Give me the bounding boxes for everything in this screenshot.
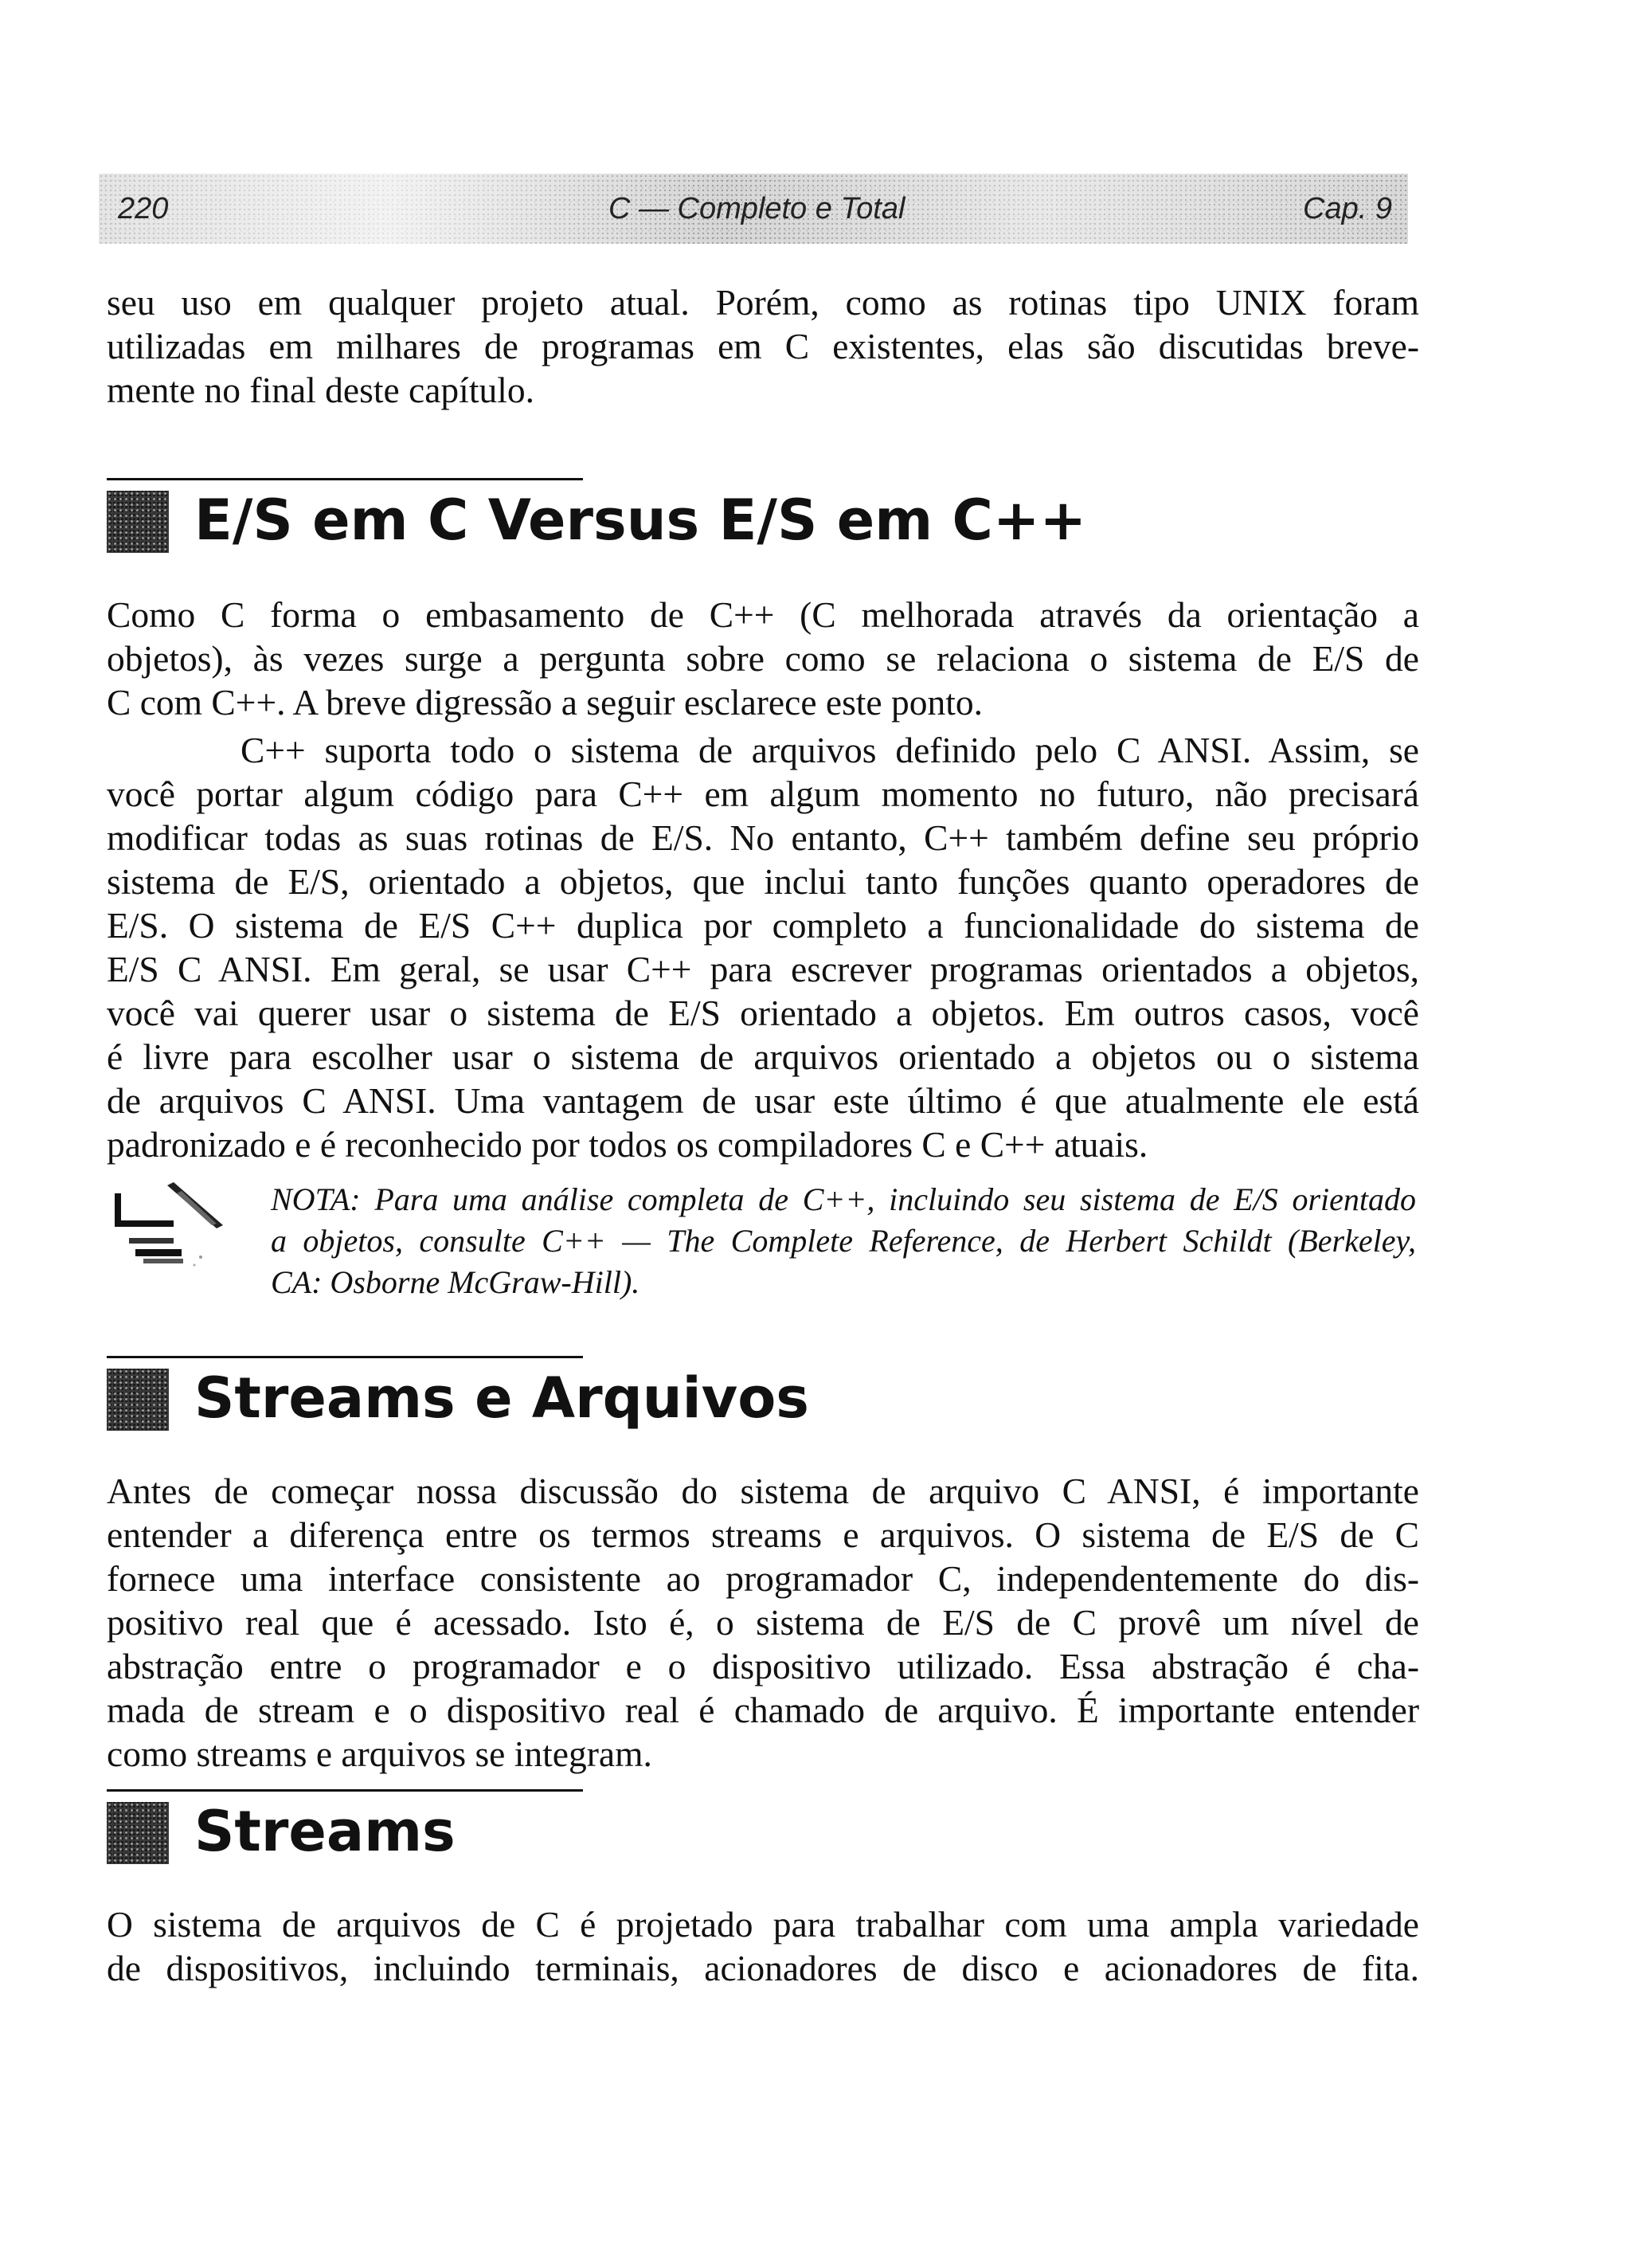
text-line: Como C forma o embasamento de C++ (C melhorada através da orientação a — [107, 594, 1419, 635]
section-rule — [107, 1356, 583, 1358]
section-heading-text: Streams — [194, 1799, 456, 1864]
text-line: C com C++. A breve digressão a seguir esclarece este ponto. — [107, 682, 984, 723]
section-rule — [107, 478, 583, 480]
pointing-arrow-icon — [111, 1171, 229, 1275]
text-line: modificar todas as suas rotinas de E/S. No entanto, C++ também define seu próprio — [107, 817, 1419, 858]
section-heading-streams-e-arquivos — [194, 1362, 809, 1434]
page-number: 220 — [118, 192, 169, 225]
section1-paragraph-2 — [107, 728, 1419, 1166]
note-line: a objetos, consulte C++ — The Complete Reference, de Herbert Schildt (Berkeley, — [271, 1223, 1416, 1259]
section2-paragraph — [107, 1469, 1419, 1776]
book-title: C — Completo e Total — [608, 192, 905, 225]
shaded-square-icon — [107, 1802, 169, 1864]
section3-paragraph — [107, 1902, 1419, 1990]
text-line: fornece uma interface consistente ao programador C, independentemente do dis- — [107, 1558, 1419, 1599]
text-line: objetos), às vezes surge a pergunta sobre como se relaciona o sistema de E/S de — [107, 638, 1419, 679]
text-line: Antes de começar nossa discussão do sistema de arquivo C ANSI, é importante — [107, 1471, 1419, 1511]
text-line: E/S C ANSI. Em geral, se usar C++ para escrever programas orientados a objetos, — [107, 949, 1419, 989]
text-line: C++ suporta todo o sistema de arquivos definido pelo C ANSI. Assim, se — [241, 730, 1419, 770]
text-line: você portar algum código para C++ em algum momento no futuro, não precisará — [107, 774, 1419, 814]
text-line: seu uso em qualquer projeto atual. Porém, como as rotinas tipo UNIX foram — [107, 282, 1419, 323]
text-line: de dispositivos, incluindo terminais, acionadores de disco e acionadores de fita. — [107, 1948, 1419, 1988]
text-line: positivo real que é acessado. Isto é, o sistema de E/S de C provê um nível de — [107, 1602, 1419, 1643]
text-line: como streams e arquivos se integram. — [107, 1733, 652, 1774]
section-heading-streams — [194, 1796, 456, 1867]
text-line: você vai querer usar o sistema de E/S orientado a objetos. Em outros casos, você — [107, 993, 1419, 1033]
text-line: mente no final deste capítulo. — [107, 370, 534, 410]
text-line: é livre para escolher usar o sistema de arquivos orientado a objetos ou o sistema — [107, 1036, 1419, 1077]
text-line: de arquivos C ANSI. Uma vantagem de usar este último é que atualmente ele está — [107, 1080, 1419, 1121]
note-block — [271, 1179, 1416, 1303]
shaded-square-icon — [107, 1369, 169, 1431]
text-line: mada de stream e o dispositivo real é chamado de arquivo. É importante entender — [107, 1690, 1419, 1730]
intro-paragraph — [107, 280, 1419, 412]
text-line: abstração entre o programador e o dispositivo utilizado. Essa abstração é cha- — [107, 1646, 1419, 1686]
shaded-square-icon — [107, 491, 169, 553]
text-line: O sistema de arquivos de C é projetado para trabalhar com uma ampla variedade — [107, 1904, 1419, 1945]
text-line: sistema de E/S, orientado a objetos, que inclui tanto funções quanto operadores de — [107, 861, 1419, 902]
section-heading-es-c-versus-cpp — [194, 484, 1086, 556]
text-line: padronizado e é reconhecido por todos os compiladores C e C++ atuais. — [107, 1124, 1148, 1165]
text-line: E/S. O sistema de E/S C++ duplica por completo a funcionalidade do sistema de — [107, 905, 1419, 946]
text-line: utilizadas em milhares de programas em C existentes, elas são discutidas breve- — [107, 326, 1419, 366]
text-line: entender a diferença entre os termos streams e arquivos. O sistema de E/S de C — [107, 1514, 1419, 1555]
section-heading-text: Streams e Arquivos — [194, 1365, 809, 1431]
section-heading-text: E/S em C Versus E/S em C++ — [194, 488, 1087, 553]
section1-paragraph-1 — [107, 593, 1419, 724]
note-line: CA: Osborne McGraw-Hill). — [271, 1264, 640, 1300]
note-line: NOTA: Para uma análise completa de C++, incluindo seu sistema de E/S orientado — [271, 1181, 1416, 1217]
section-rule — [107, 1789, 583, 1792]
chapter-label: Cap. 9 — [1303, 192, 1392, 225]
